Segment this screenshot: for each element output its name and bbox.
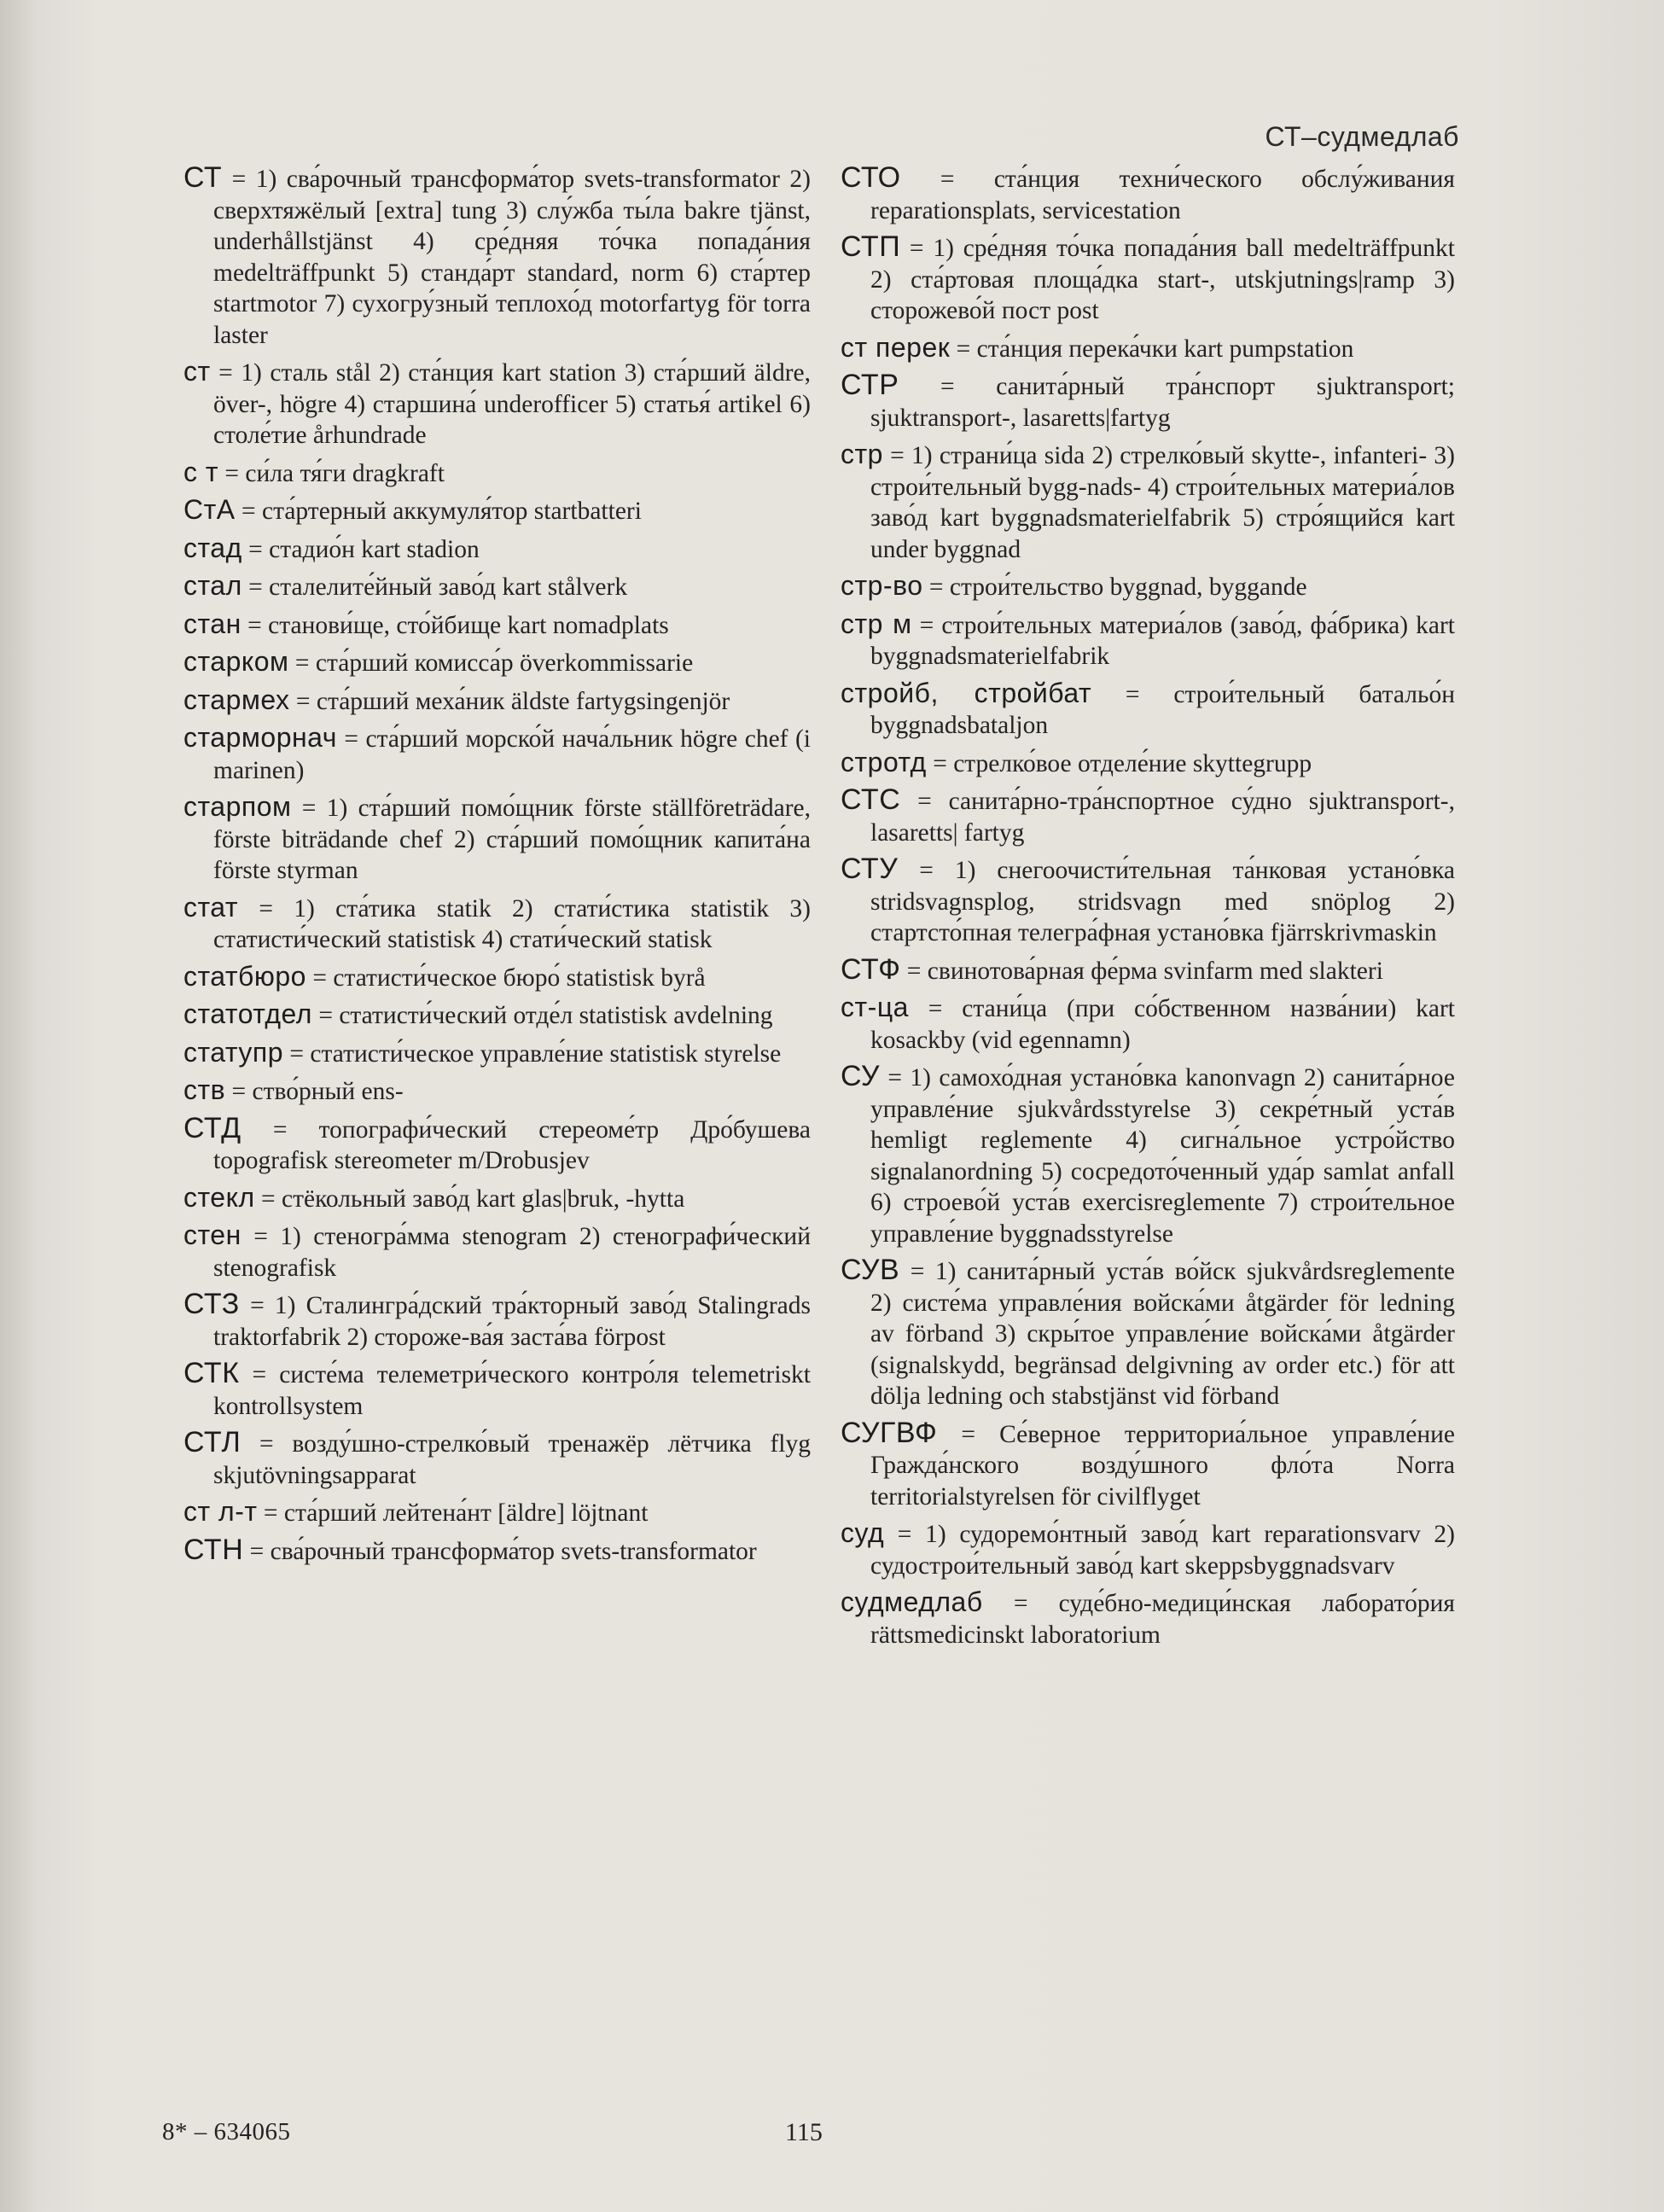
entry-definition: = ста́рший лейтена́нт [äldre] löjtnant xyxy=(257,1499,649,1527)
dictionary-entry xyxy=(841,1061,1455,1249)
dictionary-entry xyxy=(841,784,1455,848)
entry-definition: = строи́тельный батальо́н byggnadsbataljon xyxy=(870,680,1455,739)
dictionary-entry xyxy=(841,570,1455,603)
dictionary-entry xyxy=(183,162,811,351)
entry-headword: СТФ xyxy=(841,952,901,986)
dictionary-entry xyxy=(841,747,1455,780)
dictionary-entry xyxy=(183,1074,811,1108)
entry-definition: = 1) ста́тика statik 2) стати́стика statistik 3) статисти́ческий statistisk 4) стати́ческий statisk xyxy=(213,894,811,953)
right-column xyxy=(841,162,1455,1656)
entry-definition: = 1) сре́дняя то́чка попада́ния ball medelträffpunkt 2) ста́ртовая площа́дка start-, utskjutnings|ramp 3) сторожево́й пост post xyxy=(870,235,1455,324)
entry-definition: = ста́рший меха́ник äldste fartygsingenjör xyxy=(289,687,730,715)
entry-headword: старком xyxy=(183,646,289,677)
left-column xyxy=(183,162,811,1572)
entry-headword: стротд xyxy=(841,746,927,777)
dictionary-entry xyxy=(183,998,811,1032)
dictionary-entry xyxy=(183,1289,811,1353)
dictionary-entry xyxy=(841,954,1455,987)
entry-headword: старпом xyxy=(183,791,292,822)
dictionary-entry xyxy=(841,1254,1455,1412)
entry-definition: = 1) самохо́дная устано́вка kanonvagn 2) санита́рное управле́ние sjukvårdsstyrelse 3) секре́тный уста́в hemligt reglemente 4) сигна́льное устро́йство signalanordning 5) сосредото́ченный уда́р samlat anfall 6) строево́й уста́в exercisreglemente 7) строи́тельное управле́ние byggnadsstyrelse xyxy=(870,1064,1455,1248)
print-code: 8* – 634065 xyxy=(162,2118,291,2145)
entry-definition: = 1) снегоочисти́тельная та́нковая устано́вка stridsvagnsplog, stridsvagn med snöplog 2) стартсто́пная телегра́фная устано́вка fjärrskrivmaskin xyxy=(870,857,1455,946)
entry-headword: СТН xyxy=(183,1533,244,1566)
entry-definition: = 1) страни́ца sida 2) стрелко́вый skytte-, infanteri- 3) строи́тельный bygg-nads- 4) строи́тельных материа́лов заво́д kart byggnadsmaterielfabrik 5) стро́ящийся kart under byggnad xyxy=(870,442,1455,563)
dictionary-entry xyxy=(841,1517,1455,1581)
dictionary-entry xyxy=(841,231,1455,327)
dictionary-entry xyxy=(183,961,811,994)
entry-headword: СУВ xyxy=(841,1254,900,1286)
dictionary-entry xyxy=(183,1113,811,1177)
entry-headword: СУГВФ xyxy=(841,1416,938,1449)
entry-definition: = ста́рший морско́й нача́льник högre chef (i marinen) xyxy=(213,725,811,784)
entry-headword: статупр xyxy=(183,1036,284,1068)
entry-definition: = 1) стеногра́мма stenogram 2) стенографи́ческий stenografisk xyxy=(213,1223,811,1282)
entry-definition: = 1) сва́рочный трансформа́тор svets-transformator 2) сверхтяжёлый [extra] tung 3) слу́жба ты́ла bakre tjänst, underhållstjänst 4) сре́дняя то́чка попада́ния medelträffpunkt 5) станда́рт standard, norm 6) ста́ртер startmotor 7) сухогру́зный теплохо́д motorfartyg för torra laster xyxy=(213,166,811,349)
entry-headword: статотдел xyxy=(183,998,312,1029)
dictionary-entry xyxy=(841,678,1455,742)
entry-headword: стат xyxy=(183,891,239,923)
entry-definition: = си́ла тя́ги dragkraft xyxy=(218,459,445,487)
dictionary-entry xyxy=(841,992,1455,1056)
dictionary-entry xyxy=(183,1182,811,1215)
dictionary-entry xyxy=(841,332,1455,365)
entry-definition: = сва́рочный трансформа́тор svets-transformator xyxy=(243,1537,757,1565)
entry-definition: = стани́ца (при со́бственном назва́нии) kart kosackby (vid egennamn) xyxy=(870,995,1455,1054)
entry-definition: = топографи́ческий стереоме́тр Дро́бушева topografisk stereometer m/Drobusjev xyxy=(213,1115,811,1174)
entry-headword: СУ xyxy=(841,1060,881,1092)
dictionary-entry xyxy=(183,1358,811,1422)
entry-headword: с т xyxy=(183,456,219,487)
entry-headword: СтА xyxy=(183,494,236,525)
entry-definition: = строи́тельство byggnad, byggande xyxy=(922,573,1307,601)
entry-headword: стр xyxy=(841,439,883,469)
entry-definition: = 1) ста́рший помо́щник förste ställföreträdare, förste biträdande chef 2) ста́рший помо́щник капита́на förste styrman xyxy=(213,795,811,884)
dictionary-entry xyxy=(841,162,1455,226)
dictionary-entry xyxy=(183,722,811,786)
dictionary-entry xyxy=(841,1417,1455,1513)
dictionary-entry xyxy=(183,791,811,887)
entry-headword: стармех xyxy=(183,684,290,715)
entry-headword: стекл xyxy=(183,1181,255,1213)
dictionary-entry xyxy=(841,608,1455,672)
entry-headword: ст перек xyxy=(841,331,951,363)
entry-headword: стройб, стройбат xyxy=(841,677,1092,708)
entry-definition: = ста́нция техни́ческого обслу́живания reparationsplats, servicestation xyxy=(870,166,1455,224)
running-head: СТ–судмедлаб xyxy=(1265,121,1459,152)
entry-headword: СТО xyxy=(841,161,901,194)
entry-headword: стр м xyxy=(841,608,912,639)
entry-definition: = сталелите́йный заво́д kart stålverk xyxy=(241,573,628,601)
dictionary-entry xyxy=(183,1037,811,1070)
entry-definition: = стёкольный заво́д kart glas|bruk, -hytta xyxy=(254,1185,685,1213)
page-number: 115 xyxy=(785,2118,823,2146)
entry-headword: СТС xyxy=(841,783,901,816)
dictionary-entry xyxy=(183,533,811,566)
entry-definition: = санита́рно-тра́нспортное су́дно sjuktransport-, lasaretts| fartyg xyxy=(870,788,1455,847)
entry-headword: стад xyxy=(183,532,242,563)
entry-definition: = санита́рный тра́нспорт sjuktransport; sjuktransport-, lasaretts|fartyg xyxy=(870,373,1455,432)
entry-definition: = статисти́ческое управле́ние statistisk styrelse xyxy=(283,1039,782,1068)
entry-definition: = ство́рный ens- xyxy=(225,1078,404,1105)
entry-headword: СТД xyxy=(183,1111,241,1144)
dictionary-entry xyxy=(841,439,1455,565)
entry-headword: старморнач xyxy=(183,722,337,753)
entry-headword: СТЛ xyxy=(183,1426,241,1458)
entry-headword: СТР xyxy=(841,369,899,401)
dictionary-entry xyxy=(183,356,811,451)
entry-definition: = ста́ртерный аккумуля́тор startbatteri xyxy=(235,498,642,525)
dictionary-entry xyxy=(183,892,811,956)
dictionary-entry xyxy=(841,1586,1455,1650)
entry-definition: = 1) сталь stål 2) ста́нция kart station 3) ста́рший äldre, över-, högre 4) старшина́ underofficer 5) статья́ artikel 6) столе́тие århundrade xyxy=(210,359,811,449)
dictionary-entry xyxy=(841,370,1455,434)
entry-headword: СТП xyxy=(841,230,901,263)
entry-definition: = статисти́ческий отде́л statistisk avdelning xyxy=(311,1002,773,1029)
entry-definition: = ста́нция перека́чки kart pumpstation xyxy=(950,335,1354,363)
entry-definition: = станови́ще, сто́йбище kart nomadplats xyxy=(241,611,669,639)
entry-definition: = ста́рший комисса́р överkommissarie xyxy=(288,649,694,677)
entry-definition: = стадио́н kart stadion xyxy=(241,535,480,563)
entry-definition: = Се́верное территориа́льное управле́ние Гражда́нского возду́шного фло́та Norra territorialstyrelsen för civilflyget xyxy=(870,1420,1455,1511)
dictionary-entry xyxy=(183,1534,811,1568)
entry-definition: = 1) судоремо́нтный заво́д kart reparationsvarv 2) судострои́тельный заво́д kart skeppsbyggnadsvarv xyxy=(870,1521,1455,1580)
entry-headword: стал xyxy=(183,570,242,601)
entry-headword: судмедлаб xyxy=(841,1586,983,1617)
entry-headword: стан xyxy=(183,608,241,639)
dictionary-entry xyxy=(183,1496,811,1529)
entry-definition: = 1) Сталингра́дский тра́кторный заво́д Stalingrads traktorfabrik 2) стороже-ва́я заста́ва förpost xyxy=(213,1292,811,1351)
entry-definition: = строи́тельных материа́лов (заво́д, фа́брика) kart byggnadsmaterielfabrik xyxy=(870,611,1455,670)
entry-headword: статбюро xyxy=(183,960,306,992)
dictionary-entry xyxy=(183,494,811,527)
entry-definition: = свинотова́рная фе́рма svinfarm med slakteri xyxy=(900,957,1383,985)
entry-headword: ст xyxy=(183,356,211,387)
dictionary-entry xyxy=(841,853,1455,949)
entry-headword: СТ xyxy=(183,161,223,194)
entry-headword: ст л-т xyxy=(183,1496,258,1527)
entry-definition: = стрелко́вое отделе́ние skyttegrupp xyxy=(926,749,1312,777)
entry-headword: СТК xyxy=(183,1357,240,1389)
entry-headword: СТУ xyxy=(841,853,899,885)
entry-headword: стен xyxy=(183,1220,241,1250)
entry-headword: ств xyxy=(183,1074,226,1105)
dictionary-entry xyxy=(183,608,811,642)
dictionary-entry xyxy=(183,646,811,679)
dictionary-entry xyxy=(183,1220,811,1284)
entry-definition: = систе́ма телеметри́ческого контро́ля telemetriskt kontrollsystem xyxy=(213,1361,811,1420)
entry-definition: = 1) санита́рный уста́в во́йск sjukvårdsreglemente 2) систе́ма управле́ния войска́ми åtgärder för ledning av förband 3) скры́тое управле́ние войска́ми åtgärder (signalskydd, begränsad delgivning av order etc.) för att dölja ledning och stabstjänst vid förband xyxy=(870,1258,1455,1410)
entry-definition: = возду́шно-стрелко́вый тренажёр лётчика flyg skjutövningsapparat xyxy=(213,1430,811,1489)
entry-headword: ст-ца xyxy=(841,992,909,1022)
dictionary-entry xyxy=(183,1427,811,1491)
entry-headword: СТЗ xyxy=(183,1288,240,1320)
entry-headword: суд xyxy=(841,1517,885,1548)
dictionary-entry xyxy=(183,684,811,718)
dictionary-entry xyxy=(183,570,811,603)
entry-definition: = суде́бно-медици́нская лаборато́рия rättsmedicinskt laboratorium xyxy=(870,1590,1455,1649)
entry-definition: = статисти́ческое бюро́ statistisk byrå xyxy=(305,963,706,992)
dictionary-entry xyxy=(183,457,811,490)
entry-headword: стр-во xyxy=(841,570,923,601)
